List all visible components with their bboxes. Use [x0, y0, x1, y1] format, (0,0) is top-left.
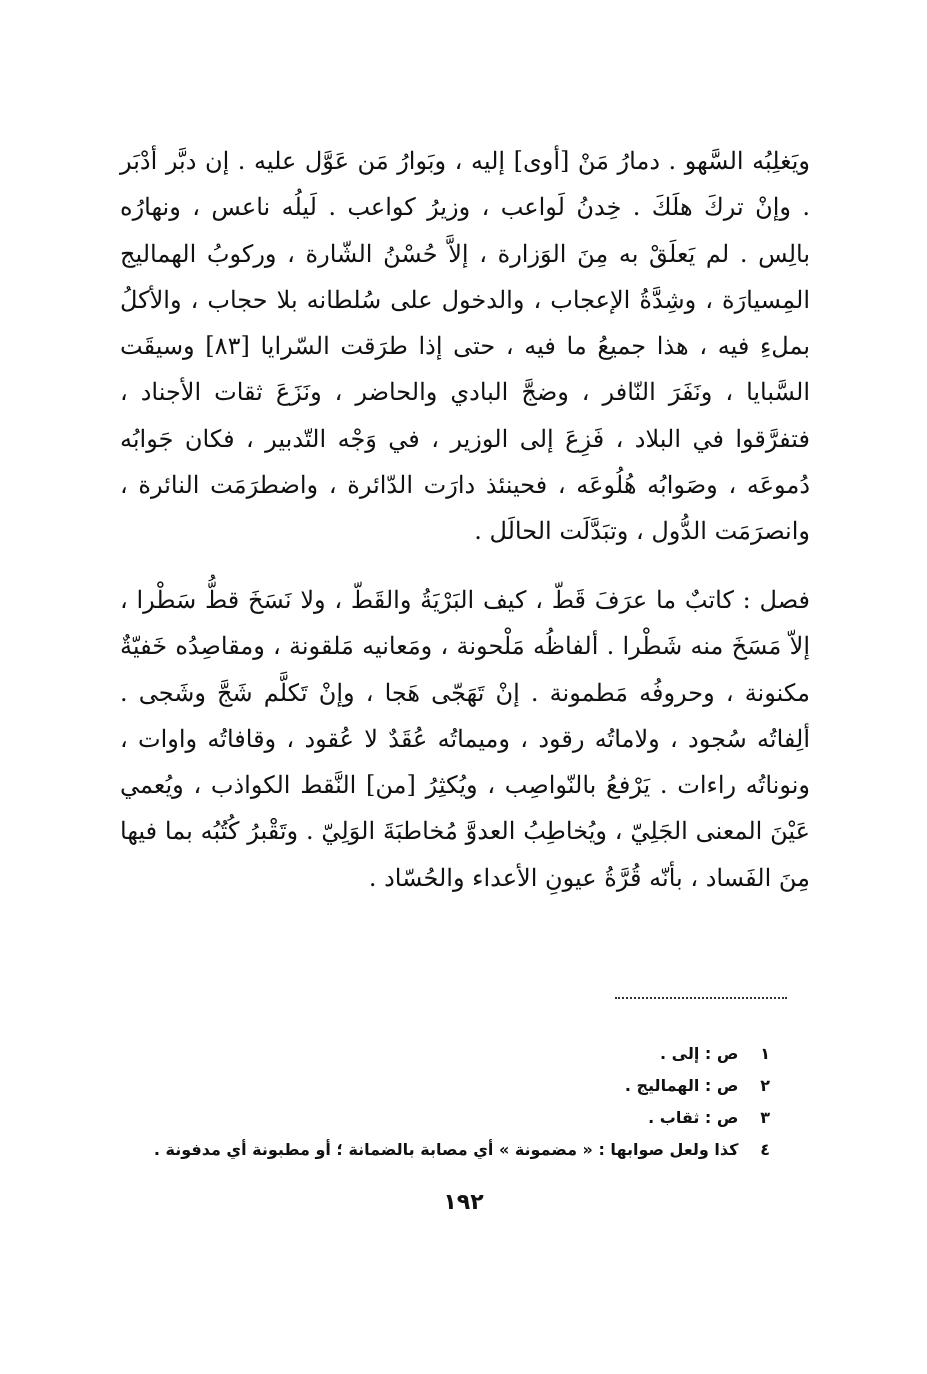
page-number: ١٩٢ [443, 1190, 484, 1215]
footnotes [120, 1038, 770, 1166]
footnote-2 [120, 1070, 770, 1102]
footnote-1 [120, 1038, 770, 1070]
footnote-number: ٢ [760, 1076, 770, 1095]
body-paragraph-1: ويَغلِبُه السَّهو . دمارُ مَنْ [أوى] إليه ، وبَوارُ مَن عَوَّل عليه . إن دبَّر أدْبَر . وإنْ تركَ هلَكَ . خِدنُ لَواعب ، وزيرُ كواعب . لَيلُه ناعس ، ونهارُه بالِس . لم يَعلَقْ به مِنَ الوَزارة ، إلاَّ حُسْنُ الشّارة ، وركوبُ الهماليج المِسيارَة ، وشِدَّةُ الإعجاب ، والدخول على سُلطانه بلا حجاب ، والأكلُ بملءِ فيه ، هذا جميعُ ما فيه ، حتى إذا طرَقت السّرايا [٨٣] وسيقَت السَّبايا ، ونَفَرَ النّافر ، وضجَّ البادي والحاضر ، ونَزَعَ ثقات الأجناد ، فتفرَّقوا في البلاد ، فَزِعَ إلى الوزير ، في وَجْه التّدبير ، فكان جَوابُه دُموعَه ، وصَوابُه هُلُوعَه ، فحينئذ دارَت الدّائرة ، واضطرَمَت النائرة ، وانصرَمَت الدُّول ، وتبَدَّلَت الحالَل . [120, 147, 811, 546]
footnote-text: ص : إلى . [660, 1044, 739, 1063]
footnote-4 [120, 1134, 770, 1166]
footnote-3 [120, 1102, 770, 1134]
footnote-text: ص : ثقاب . [648, 1108, 739, 1127]
footnote-number: ٤ [760, 1140, 770, 1159]
footnote-text: كذا ولعل صوابها : « مضمونة » أي مصابة بالضمانة ؛ أو مطبونة أي مدفونة . [153, 1140, 739, 1159]
footnote-separator [615, 997, 787, 999]
body-paragraph-2: فصل : كاتبٌ ما عرَفَ قَطّ ، كيف البَرْيَةُ والقَطّ ، ولا نَسَخَ قطُّ سَطْرا ، إلاّ مَسَخَ منه شَطْرا . ألفاظُه مَلْحونة ، ومَعانيه مَلقونة ، ومقاصِدُه خَفيّةٌ مكنونة ، وحروفُه مَطمونة . إنْ تَهَجّى هَجا ، وإنْ تَكلَّم شَجَّ وشَجى . ألِفاتُه سُجود ، ولاماتُه رقود ، وميماتُه عُقَدٌ لا عُقود ، وقافاتُه واوات ، ونوناتُه راءات . يَرْفعُ بالنّواصِب ، ويُكثِرُ [من] النَّقط الكواذب ، ويُعمي عَيْنَ المعنى الجَلِيّ ، ويُخاطِبُ العدوَّ مُخاطبَةَ الوَلِيّ . وتَقْبرُ كُتُبُه بما فيها مِنَ الفَساد ، بأنّه قُرَّةُ عيونِ الأعداء والحُسّاد . [120, 586, 810, 892]
footnote-text: ص : الهماليج . [624, 1076, 739, 1095]
footnote-number: ١ [760, 1044, 770, 1063]
footnote-number: ٣ [760, 1108, 770, 1127]
